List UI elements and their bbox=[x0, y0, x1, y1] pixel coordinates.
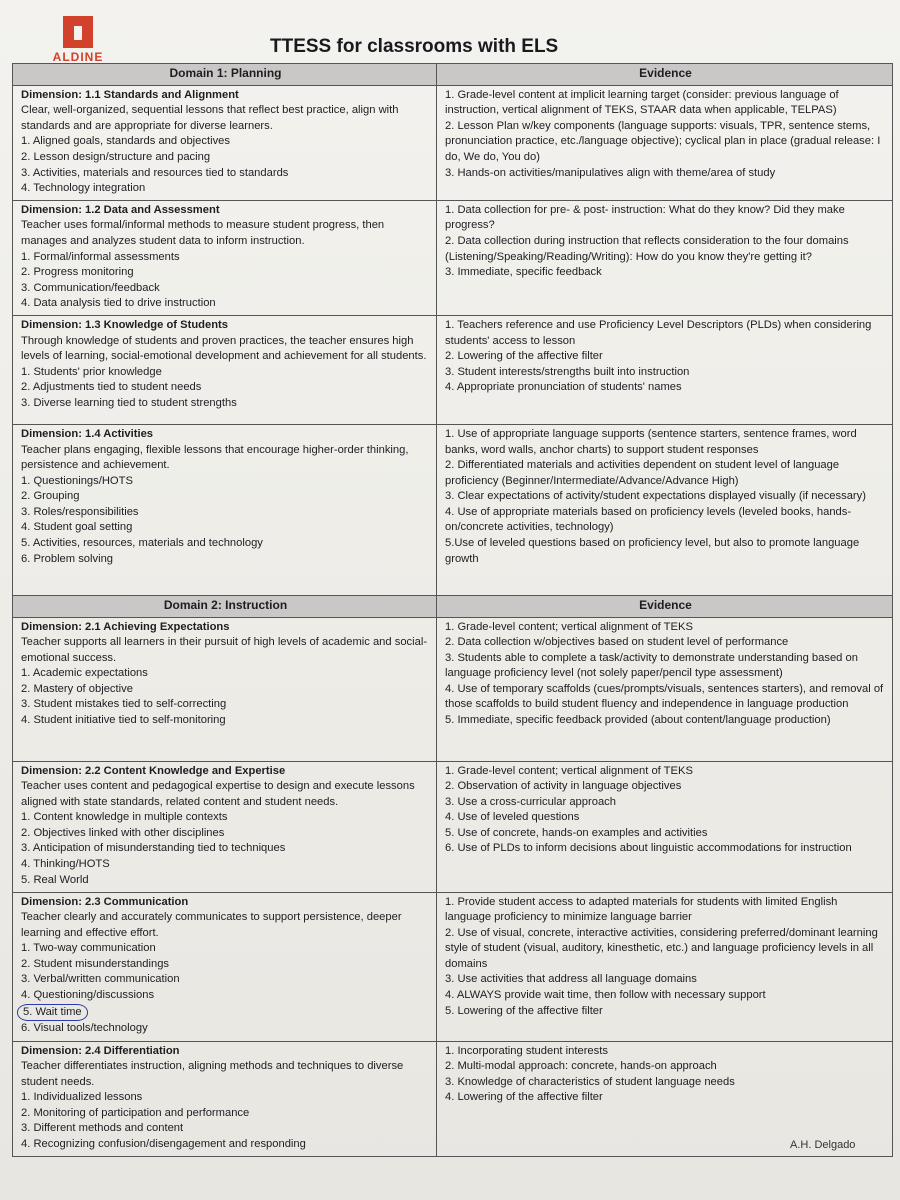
dimension-row bbox=[13, 617, 893, 761]
dimension-item: 1. Students' prior knowledge bbox=[21, 365, 162, 378]
evidence-item: 5. Immediate, specific feedback provided (about content/language production) bbox=[445, 714, 831, 727]
evidence-item: 4. Lowering of the affective filter bbox=[445, 1091, 603, 1104]
evidence-item: 3. Immediate, specific feedback bbox=[445, 266, 602, 279]
aldine-logo bbox=[44, 16, 112, 64]
evidence-item: 4. Use of temporary scaffolds (cues/prompts/visuals, sentences starters), and removal of those scaffolds to build student fluency and independence in language production bbox=[445, 682, 884, 711]
dimension-row bbox=[13, 85, 893, 200]
dimension-item: 2. Student misunderstandings bbox=[21, 957, 170, 970]
dimension-item: 2. Grouping bbox=[21, 490, 80, 503]
dimension-title: Dimension: 1.2 Data and Assessment bbox=[21, 203, 220, 216]
evidence-item: 3. Hands-on activities/manipulatives align with theme/area of study bbox=[445, 166, 776, 179]
evidence-item: 2. Data collection during instruction that reflects consideration to the four domains (Listening/Speaking/Reading/Writing): How do you know they're getting it? bbox=[445, 234, 849, 263]
domain-header: Domain 1: Planning bbox=[13, 64, 437, 86]
dimension-item: 2. Lesson design/structure and pacing bbox=[21, 150, 211, 163]
evidence-item: 2. Lowering of the affective filter bbox=[445, 350, 603, 363]
evidence-item: 1. Provide student access to adapted materials for students with limited English language proficiency to minimize language barrier bbox=[445, 895, 838, 924]
dimension-item: 3. Communication/feedback bbox=[21, 281, 160, 294]
evidence-item: 1. Incorporating student interests bbox=[445, 1044, 608, 1057]
evidence-item: 1. Data collection for pre- & post- instruction: What do they know? Did they make progress? bbox=[445, 203, 845, 232]
circled-item: 5. Wait time bbox=[17, 1004, 88, 1022]
dimension-cell bbox=[13, 315, 437, 424]
evidence-cell bbox=[437, 315, 893, 424]
evidence-item: 3. Students able to complete a task/activity to demonstrate understanding based on language proficiency level (not solely paper/pencil type assessment) bbox=[445, 651, 858, 680]
dimension-row bbox=[13, 761, 893, 892]
evidence-item: 3. Knowledge of characteristics of student language needs bbox=[445, 1075, 735, 1088]
dimension-title: Dimension: 2.4 Differentiation bbox=[21, 1044, 180, 1057]
dimension-description: Clear, well-organized, sequential lessons that reflect best practice, align with standards and are appropriate for diverse learners. bbox=[21, 104, 399, 132]
dimension-row bbox=[13, 1041, 893, 1156]
author-credit: A.H. Delgado bbox=[790, 1139, 856, 1151]
dimension-item: 3. Anticipation of misunderstanding tied to techniques bbox=[21, 842, 286, 855]
dimension-item: 4. Thinking/HOTS bbox=[21, 858, 110, 871]
dimension-item: 2. Mastery of objective bbox=[21, 682, 133, 695]
dimension-item: 4. Recognizing confusion/disengagement and responding bbox=[21, 1138, 306, 1151]
evidence-cell bbox=[437, 892, 893, 1041]
evidence-cell bbox=[437, 85, 893, 200]
dimension-item: 3. Student mistakes tied to self-correcting bbox=[21, 698, 227, 711]
dimension-item: 4. Student initiative tied to self-monitoring bbox=[21, 714, 226, 727]
evidence-item: 3. Use a cross-curricular approach bbox=[445, 795, 616, 808]
logo-mark-icon bbox=[63, 16, 93, 48]
dimension-description: Teacher uses formal/informal methods to measure student progress, then manages and analyzes student data to inform instruction. bbox=[21, 219, 385, 247]
dimension-item: 4. Questioning/discussions bbox=[21, 989, 155, 1002]
dimension-cell bbox=[13, 424, 437, 595]
dimension-item: 3. Roles/responsibilities bbox=[21, 505, 139, 518]
evidence-cell bbox=[437, 617, 893, 761]
evidence-item: 3. Student interests/strengths built into instruction bbox=[445, 365, 690, 378]
evidence-item: 4. ALWAYS provide wait time, then follow with necessary support bbox=[445, 989, 766, 1002]
dimension-row bbox=[13, 200, 893, 315]
evidence-header: Evidence bbox=[437, 64, 893, 86]
dimension-item: 1. Aligned goals, standards and objectives bbox=[21, 135, 230, 148]
dimension-item: 2. Progress monitoring bbox=[21, 266, 134, 279]
dimension-row bbox=[13, 315, 893, 424]
dimension-item: 2. Adjustments tied to student needs bbox=[21, 381, 202, 394]
dimension-item: 4. Technology integration bbox=[21, 182, 146, 195]
dimension-item: 1. Formal/informal assessments bbox=[21, 250, 180, 263]
domain-header-row bbox=[13, 64, 893, 86]
evidence-item: 2. Differentiated materials and activities dependent on student level of language proficiency (Beginner/Intermediate/Advance/Advance High) bbox=[445, 459, 840, 487]
evidence-item: 1. Grade-level content at implicit learning target (consider: previous language of instruction, vertical alignment of TEKS, STAAR data when applicable, TELPAS) bbox=[445, 88, 839, 117]
dimension-item: 4. Data analysis tied to drive instruction bbox=[21, 297, 216, 310]
evidence-cell bbox=[437, 200, 893, 315]
rubric-body bbox=[13, 64, 893, 1157]
dimension-item: 6. Problem solving bbox=[21, 552, 114, 565]
dimension-item: 5. Real World bbox=[21, 873, 89, 886]
dimension-item: 3. Diverse learning tied to student strengths bbox=[21, 396, 237, 409]
dimension-title: Dimension: 1.3 Knowledge of Students bbox=[21, 318, 228, 331]
dimension-description: Teacher uses content and pedagogical expertise to design and execute lessons aligned with state standards, related content and student needs. bbox=[21, 780, 415, 808]
dimension-description: Through knowledge of students and proven practices, the teacher ensures high levels of learning, social-emotional development and achievement for all students. bbox=[21, 334, 427, 363]
dimension-row bbox=[13, 892, 893, 1041]
page-title: TTESS for classrooms with ELS bbox=[270, 36, 559, 57]
evidence-item: 3. Use activities that address all language domains bbox=[445, 973, 697, 986]
evidence-cell bbox=[437, 424, 893, 595]
logo-text: ALDINE bbox=[52, 50, 104, 64]
dimension-description: Teacher plans engaging, flexible lessons that encourage higher-order thinking, persistence and achievement. bbox=[21, 443, 409, 472]
dimension-description: Teacher clearly and accurately communicates to support persistence, deeper learning and effective effort. bbox=[21, 911, 402, 939]
evidence-item: 1. Grade-level content; vertical alignment of TEKS bbox=[445, 620, 693, 633]
evidence-item: 3. Clear expectations of activity/student expectations displayed visually (if necessary) bbox=[445, 490, 866, 503]
domain-header-row bbox=[13, 595, 893, 617]
dimension-title: Dimension: 2.3 Communication bbox=[21, 895, 189, 908]
dimension-item: 3. Different methods and content bbox=[21, 1122, 184, 1135]
evidence-item: 4. Appropriate pronunciation of students' names bbox=[445, 381, 682, 394]
dimension-cell bbox=[13, 761, 437, 892]
dimension-cell bbox=[13, 200, 437, 315]
dimension-row bbox=[13, 424, 893, 595]
evidence-item: 2. Lesson Plan w/key components (language supports: visuals, TPR, sentence stems, pronunciation practice, etc./language objective); cyclical plan in place (gradual release: I do, We do, You do) bbox=[445, 119, 881, 163]
dimension-item: 6. Visual tools/technology bbox=[21, 1022, 148, 1035]
dimension-item: 5. Activities, resources, materials and technology bbox=[21, 537, 263, 550]
dimension-title: Dimension: 2.1 Achieving Expectations bbox=[21, 620, 230, 633]
dimension-cell bbox=[13, 85, 437, 200]
dimension-item: 1. Questionings/HOTS bbox=[21, 474, 133, 487]
domain-header: Domain 2: Instruction bbox=[13, 595, 437, 617]
evidence-item: 6. Use of PLDs to inform decisions about linguistic accommodations for instruction bbox=[445, 842, 852, 855]
evidence-item: 5. Use of concrete, hands-on examples and activities bbox=[445, 826, 708, 839]
evidence-item: 5. Lowering of the affective filter bbox=[445, 1004, 603, 1017]
evidence-item: 4. Use of appropriate materials based on proficiency levels (leveled books, hands-on/concrete activities, technology) bbox=[445, 505, 852, 534]
evidence-cell bbox=[437, 761, 893, 892]
dimension-item: 1. Academic expectations bbox=[21, 667, 148, 680]
dimension-description: Teacher supports all learners in their pursuit of high levels of academic and social-emotional success. bbox=[21, 636, 428, 664]
evidence-item: 1. Teachers reference and use Proficiency Level Descriptors (PLDs) when considering students' access to lesson bbox=[445, 318, 872, 347]
evidence-header: Evidence bbox=[437, 595, 893, 617]
evidence-item: 4. Use of leveled questions bbox=[445, 811, 580, 824]
dimension-item: 2. Objectives linked with other disciplines bbox=[21, 826, 225, 839]
dimension-cell bbox=[13, 617, 437, 761]
dimension-description: Teacher differentiates instruction, aligning methods and techniques to diverse student needs. bbox=[21, 1060, 404, 1088]
rubric-table bbox=[12, 63, 893, 1157]
evidence-item: 2. Use of visual, concrete, interactive activities, considering preferred/dominant learning style of student (visual, auditory, kinesthetic, etc.) and language proficiency levels in all domains bbox=[445, 926, 878, 970]
dimension-item: 1. Individualized lessons bbox=[21, 1091, 143, 1104]
evidence-item: 1. Use of appropriate language supports (sentence starters, sentence frames, word banks, word walls, anchor charts) to support student responses bbox=[445, 427, 857, 456]
dimension-title: Dimension: 1.4 Activities bbox=[21, 427, 154, 440]
evidence-item: 2. Observation of activity in language objectives bbox=[445, 780, 682, 793]
dimension-title: Dimension: 1.1 Standards and Alignment bbox=[21, 88, 239, 101]
dimension-item bbox=[21, 1004, 430, 1022]
dimension-item: 3. Verbal/written communication bbox=[21, 973, 180, 986]
dimension-item: 1. Two-way communication bbox=[21, 942, 156, 955]
dimension-item: 4. Student goal setting bbox=[21, 521, 133, 534]
dimension-cell bbox=[13, 1041, 437, 1156]
evidence-item: 2. Data collection w/objectives based on student level of performance bbox=[445, 636, 789, 649]
dimension-title: Dimension: 2.2 Content Knowledge and Expertise bbox=[21, 764, 286, 777]
evidence-item: 2. Multi-modal approach: concrete, hands-on approach bbox=[445, 1060, 717, 1073]
dimension-cell bbox=[13, 892, 437, 1041]
dimension-item: 3. Activities, materials and resources tied to standards bbox=[21, 166, 289, 179]
dimension-item: 2. Monitoring of participation and performance bbox=[21, 1106, 250, 1119]
evidence-item: 1. Grade-level content; vertical alignment of TEKS bbox=[445, 764, 693, 777]
evidence-item: 5.Use of leveled questions based on proficiency level, but also to promote language growth bbox=[445, 537, 860, 565]
dimension-item: 1. Content knowledge in multiple contexts bbox=[21, 811, 228, 824]
